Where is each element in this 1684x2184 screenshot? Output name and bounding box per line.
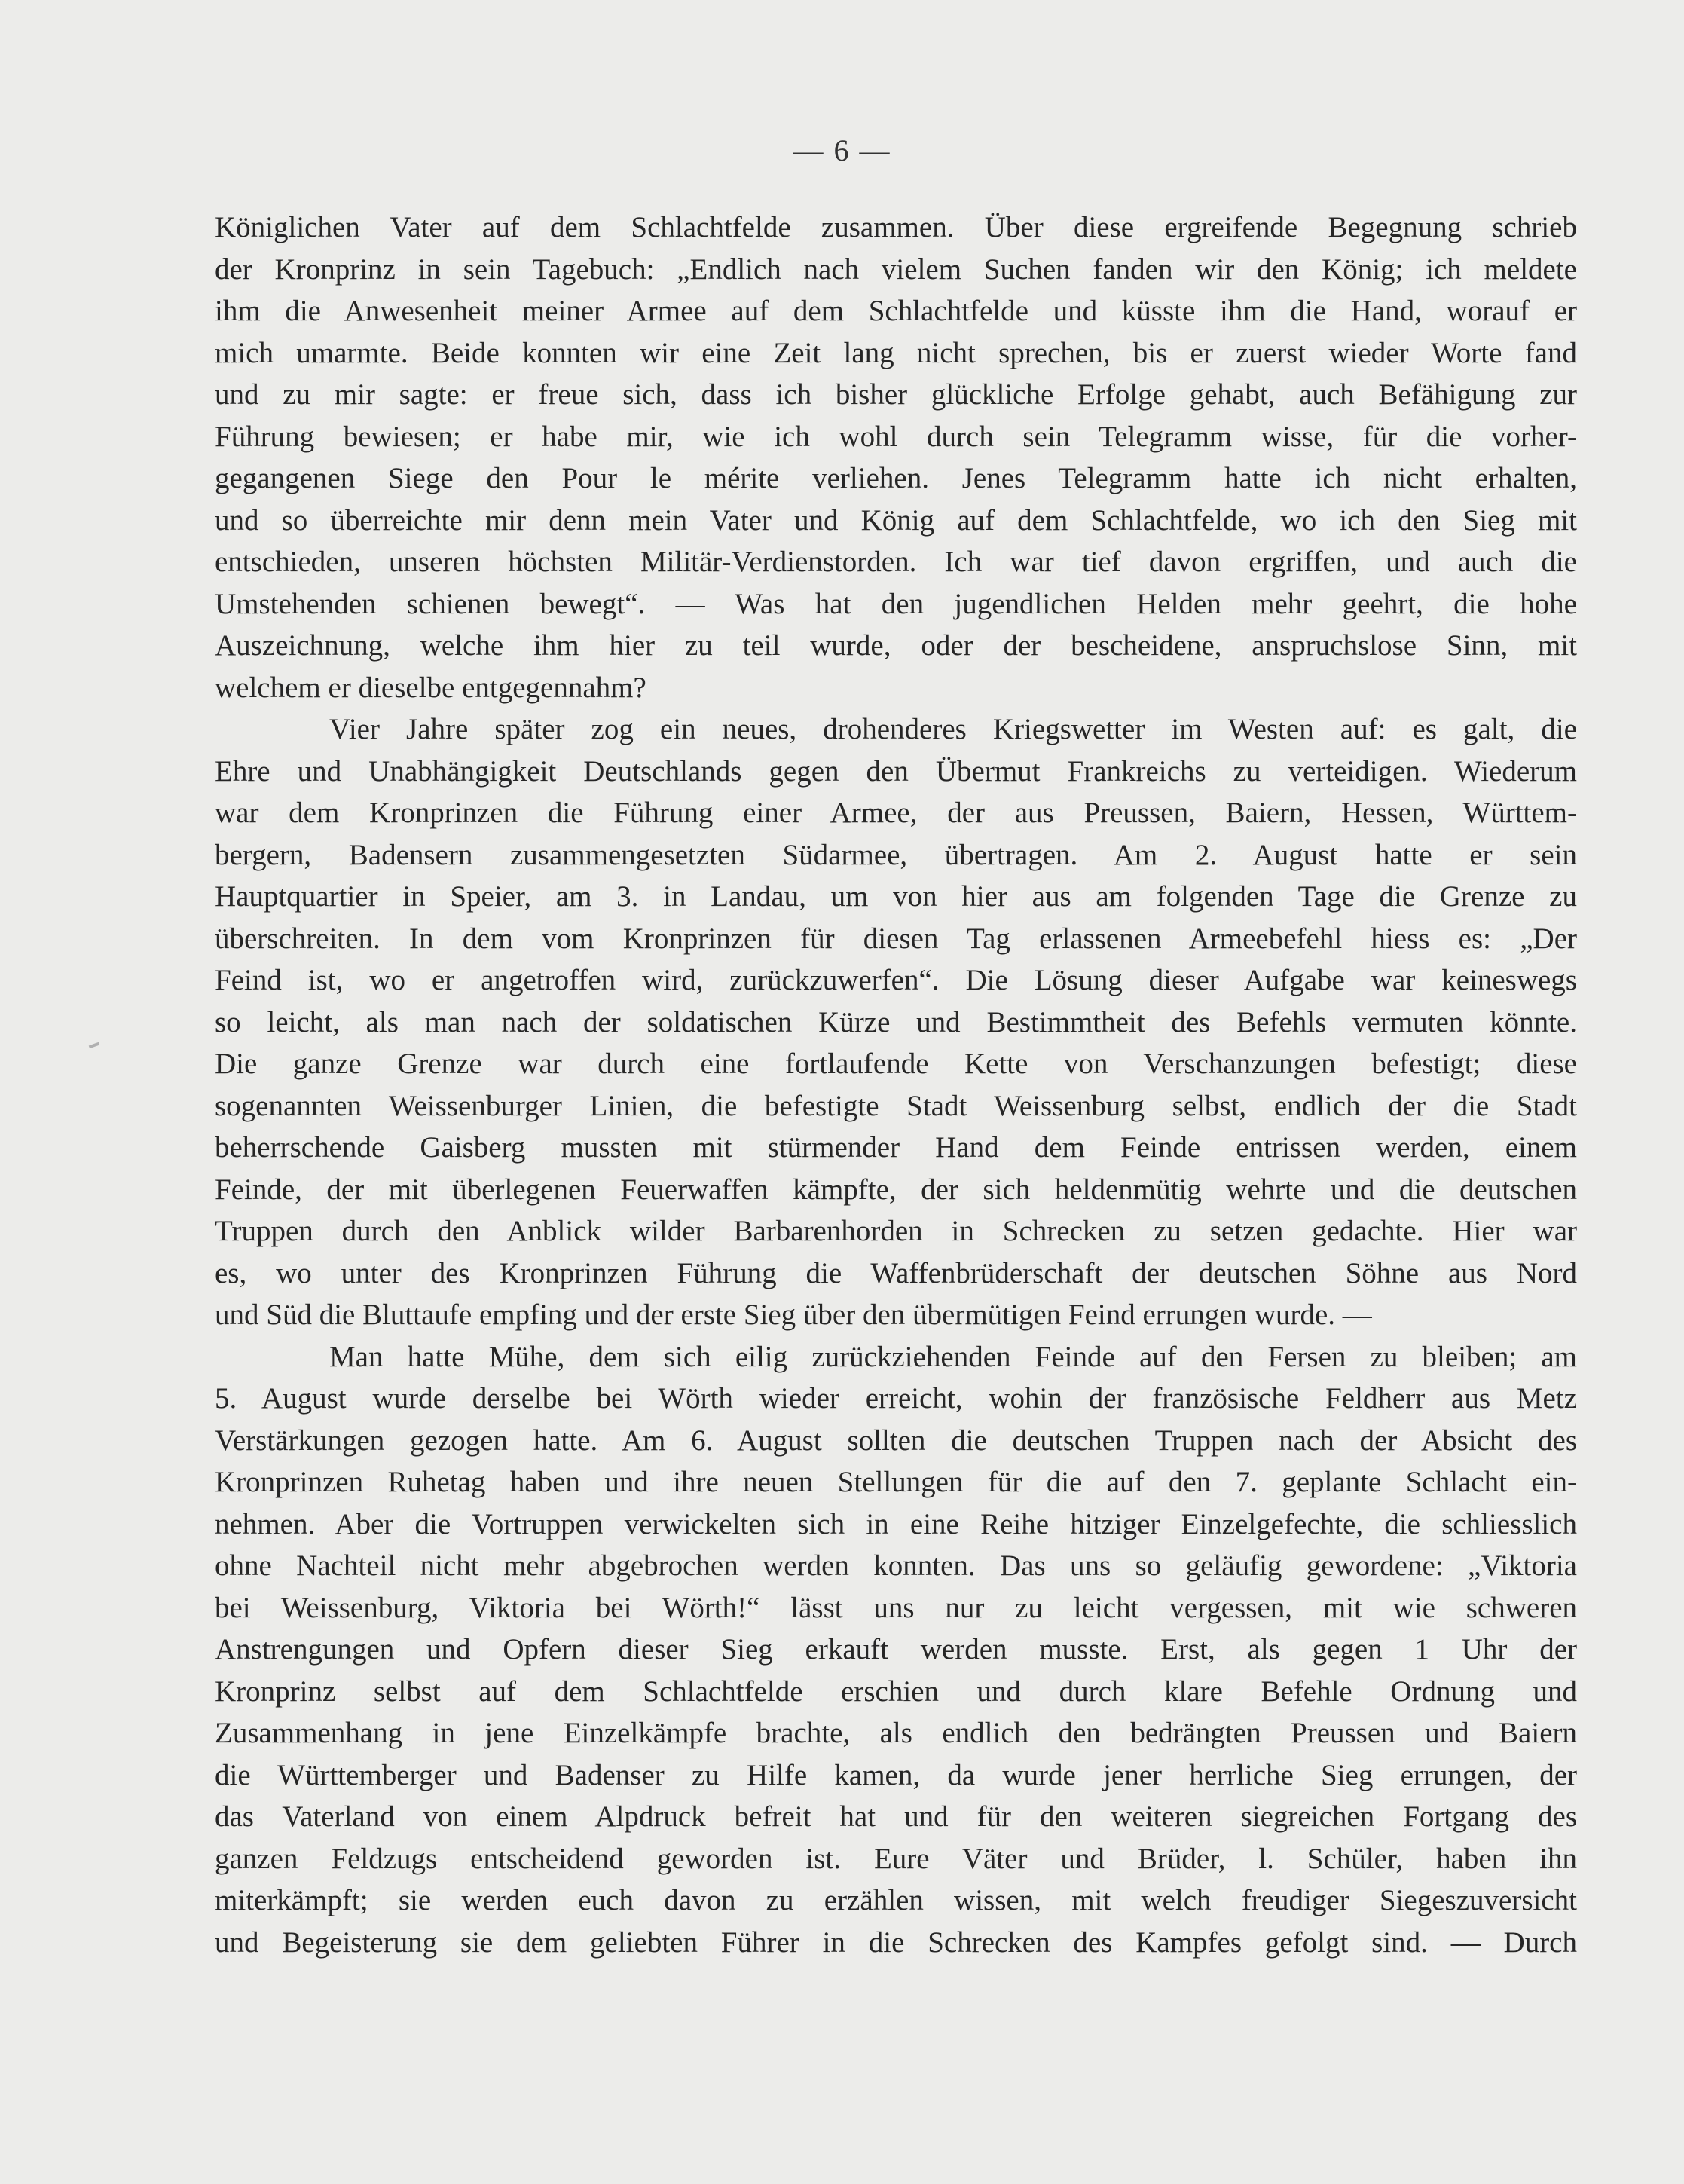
text-line-paragraph-end: welchem er dieselbe entgegennahm? xyxy=(215,671,646,704)
text-line: Kronprinz selbst auf dem Schlachtfelde erschien und durch klare Befehle Ordnung und xyxy=(215,1675,1577,1708)
text-line: und zu mir sagte: er freue sich, dass ich bisher glückliche Erfolge gehabt, auch Befähigung zur xyxy=(215,378,1577,411)
text-line: Führung bewiesen; er habe mir, wie ich wohl durch sein Telegramm wisse, für die vorher- xyxy=(215,420,1577,453)
text-line: sogenannten Weissenburger Linien, die befestigte Stadt Weissenburg selbst, endlich der die Stadt xyxy=(215,1089,1577,1122)
text-line: bei Weissenburg, Viktoria bei Wörth!“ lässt uns nur zu leicht vergessen, mit wie schweren xyxy=(215,1591,1577,1624)
text-line: und so überreichte mir denn mein Vater und König auf dem Schlachtfelde, wo ich den Sieg mit xyxy=(215,503,1577,537)
page-number: — 6 — xyxy=(793,133,891,167)
text-line: mich umarmte. Beide konnten wir eine Zeit lang nicht sprechen, bis er zuerst wieder Worte fand xyxy=(215,336,1577,369)
text-line: gegangenen Siege den Pour le mérite verliehen. Jenes Telegramm hatte ich nicht erhalten, xyxy=(215,462,1577,494)
margin-mark xyxy=(89,1042,100,1049)
text-line: miterkämpft; sie werden euch davon zu erzählen wissen, mit welch freudiger Siegeszuversicht xyxy=(215,1884,1577,1916)
text-line: das Vaterland von einem Alpdruck befreit hat und für den weiteren siegreichen Fortgang des xyxy=(215,1800,1577,1833)
text-line: Zusammenhang in jene Einzelkämpfe brachte, als endlich den bedrängten Preussen und Baiern xyxy=(215,1717,1577,1749)
text-line: Feind ist, wo er angetroffen wird, zurückzuwerfen“. Die Lösung dieser Aufgabe war keineswegs xyxy=(215,964,1577,996)
text-line: es, wo unter des Kronprinzen Führung die Waffenbrüderschaft der deutschen Söhne aus Nord xyxy=(215,1256,1577,1289)
text-line: beherrschende Gaisberg mussten mit stürmender Hand dem Feinde entrissen werden, einem xyxy=(215,1131,1577,1164)
body-text xyxy=(215,206,1577,1963)
text-line: bergern, Badensern zusammengesetzten Südarmee, übertragen. Am 2. August hatte er sein xyxy=(215,838,1577,871)
text-line: war dem Kronprinzen die Führung einer Armee, der aus Preussen, Baiern, Hessen, Württem- xyxy=(215,797,1577,829)
text-line: ihm die Anwesenheit meiner Armee auf dem Schlachtfelde und küsste ihm die Hand, worauf er xyxy=(215,295,1577,327)
text-line: ganzen Feldzugs entscheidend geworden ist. Eure Väter und Brüder, l. Schüler, haben ihn xyxy=(215,1842,1577,1875)
text-line: Königlichen Vater auf dem Schlachtfelde zusammen. Über diese ergreifende Begegnung schrieb xyxy=(215,211,1577,243)
text-line: Verstärkungen gezogen hatte. Am 6. August sollten die deutschen Truppen nach der Absicht des xyxy=(215,1424,1577,1457)
text-line-paragraph-start: Man hatte Mühe, dem sich eilig zurückziehenden Feinde auf den Fersen zu bleiben; am xyxy=(329,1340,1577,1373)
text-line-paragraph-start: Vier Jahre später zog ein neues, drohenderes Kriegswetter im Westen auf: es galt, die xyxy=(329,713,1577,745)
text-line: 5. August wurde derselbe bei Wörth wieder erreicht, wohin der französische Feldherr aus Metz xyxy=(215,1382,1577,1415)
text-line: die Württemberger und Badenser zu Hilfe kamen, da wurde jener herrliche Sieg errungen, der xyxy=(215,1758,1577,1791)
text-line: der Kronprinz in sein Tagebuch: „Endlich nach vielem Suchen fanden wir den König; ich meldete xyxy=(215,252,1577,286)
text-line: Anstrengungen und Opfern dieser Sieg erkauft werden musste. Erst, als gegen 1 Uhr der xyxy=(215,1633,1577,1666)
text-line: Die ganze Grenze war durch eine fortlaufende Kette von Verschanzungen befestigt; diese xyxy=(215,1048,1577,1080)
text-line: ohne Nachteil nicht mehr abgebrochen werden konnten. Das uns so geläufig gewordene: „Viktoria xyxy=(215,1549,1577,1582)
text-line: und Begeisterung sie dem geliebten Führer in die Schrecken des Kampfes gefolgt sind. — Durch xyxy=(215,1926,1577,1959)
text-line: nehmen. Aber die Vortruppen verwickelten sich in eine Reihe hitziger Einzelgefechte, die schliesslich xyxy=(215,1507,1577,1540)
text-line: Kronprinzen Ruhetag haben und ihre neuen Stellungen für die auf den 7. geplante Schlacht ein- xyxy=(215,1466,1577,1498)
text-line: Ehre und Unabhängigkeit Deutschlands gegen den Übermut Frankreichs zu verteidigen. Wiederum xyxy=(215,754,1577,788)
text-line: Feinde, der mit überlegenen Feuerwaffen kämpfte, der sich heldenmütig wehrte und die deutschen xyxy=(215,1173,1577,1206)
text-line: Auszeichnung, welche ihm hier zu teil wurde, oder der bescheidene, anspruchslose Sinn, mit xyxy=(215,629,1577,662)
text-line: Truppen durch den Anblick wilder Barbarenhorden in Schrecken zu setzen gedachte. Hier war xyxy=(215,1215,1577,1247)
text-line-paragraph-end: und Süd die Bluttaufe empfing und der erste Sieg über den übermütigen Feind errungen wurde. — xyxy=(215,1298,1372,1331)
text-line: Umstehenden schienen bewegt“. — Was hat den jugendlichen Helden mehr geehrt, die hohe xyxy=(215,587,1577,620)
text-line: Hauptquartier in Speier, am 3. in Landau, um von hier aus am folgenden Tage die Grenze zu xyxy=(215,880,1577,913)
text-line: entschieden, unseren höchsten Militär-Verdienstorden. Ich war tief davon ergriffen, und auch die xyxy=(215,546,1577,578)
text-line: überschreiten. In dem vom Kronprinzen für diesen Tag erlassenen Armeebefehl hiess es: „Der xyxy=(215,922,1577,955)
text-line: so leicht, als man nach der soldatischen Kürze und Bestimmtheit des Befehls vermuten könnte. xyxy=(215,1005,1577,1038)
